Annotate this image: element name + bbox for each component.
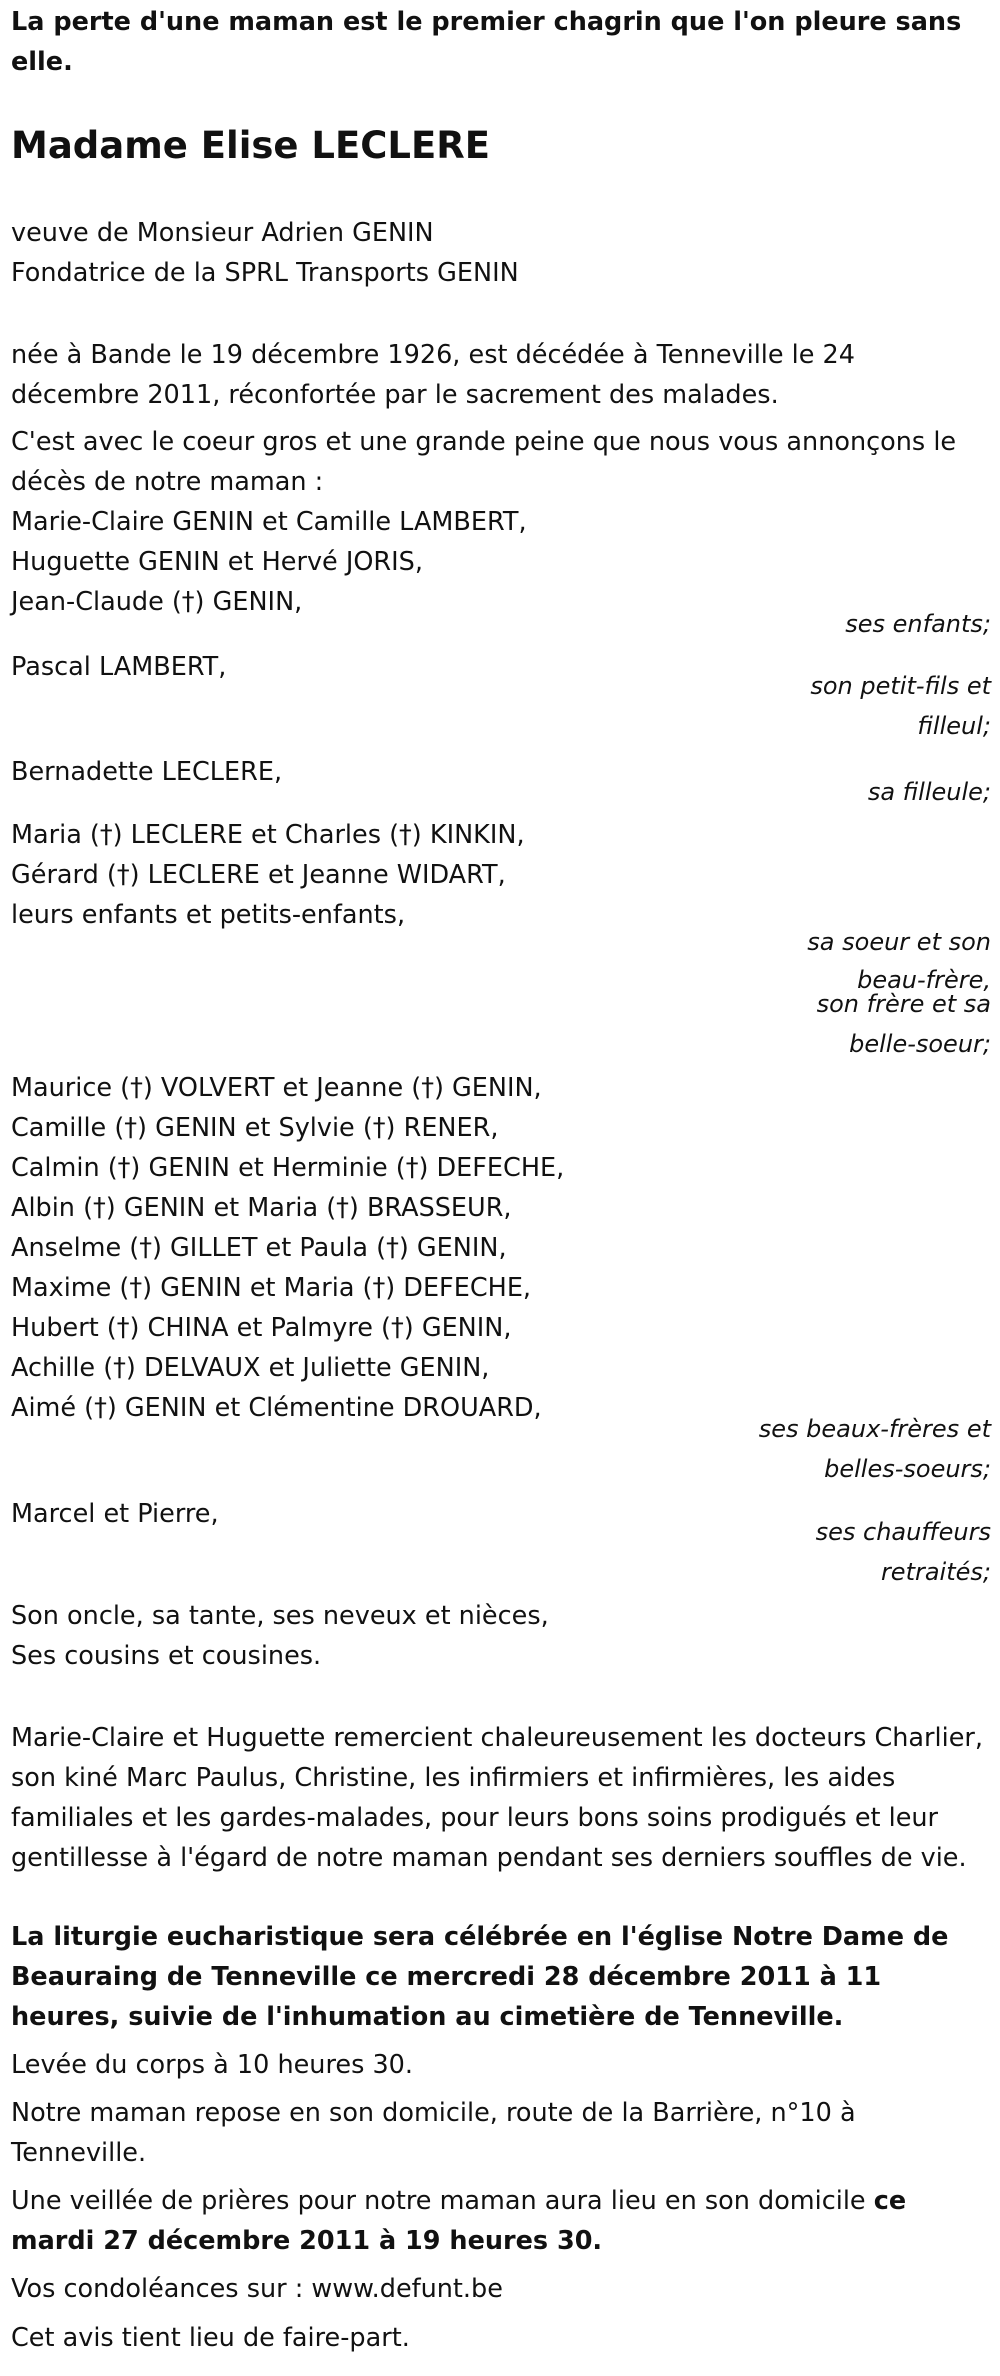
relation-role: belle-soeur; xyxy=(849,1030,991,1058)
announcement-text: C'est avec le coeur gros et une grande peine que nous vous annonçons le décès de notre maman : xyxy=(11,427,957,497)
levee-text: Levée du corps à 10 heures 30. xyxy=(11,2050,414,2080)
list-item: Marie-Claire GENIN et Camille LAMBERT, xyxy=(11,507,527,537)
inlaws-list xyxy=(11,1068,564,1428)
list-item: leurs enfants et petits-enfants, xyxy=(11,900,406,930)
relation-role: ses enfants; xyxy=(845,610,991,638)
deceased-name: Madame Elise LECLERE xyxy=(11,124,491,167)
list-item: Hubert (†) CHINA et Palmyre (†) GENIN, xyxy=(11,1313,512,1343)
relation-role: ses beaux-frères et xyxy=(758,1415,991,1443)
titles-block xyxy=(11,213,519,293)
thanks-paragraph: Marie-Claire et Huguette remercient chaleureusement les docteurs Charlier, son kiné Marc Paulus, Christine, les infirmiers et infirmières, les aides familiales et les gardes-malades, pour leurs bons soins prodigués et leur gentillesse à l'égard de notre maman pendant ses derniers souffles de vie. xyxy=(11,1723,983,1873)
liturgy-paragraph: La liturgie eucharistique sera célébrée en l'église Notre Dame de Beauraing de Tenneville ce mercredi 28 décembre 2011 à 11 heures, suivie de l'inhumation au cimetière de Tenneville. xyxy=(11,1922,949,2032)
vigil-text xyxy=(11,2181,991,2261)
closing-text: Cet avis tient lieu de faire-part. xyxy=(11,2323,410,2353)
title-line: veuve de Monsieur Adrien GENIN xyxy=(11,218,434,248)
condolences-text: Vos condoléances sur : www.defunt.be xyxy=(11,2274,503,2304)
list-item: Camille (†) GENIN et Sylvie (†) RENER, xyxy=(11,1113,499,1143)
list-item: Achille (†) DELVAUX et Juliette GENIN, xyxy=(11,1353,490,1383)
list-item: Calmin (†) GENIN et Herminie (†) DEFECHE, xyxy=(11,1153,565,1183)
goddaughter-name: Bernadette LECLERE, xyxy=(11,757,283,787)
relation-role: filleul; xyxy=(917,712,991,740)
list-item: Son oncle, sa tante, ses neveux et nièces, xyxy=(11,1601,549,1631)
title-line: Fondatrice de la SPRL Transports GENIN xyxy=(11,258,519,288)
relation-role: sa soeur et son xyxy=(807,928,991,956)
list-item: Aimé (†) GENIN et Clémentine DROUARD, xyxy=(11,1393,542,1423)
relation-role: son frère et sa xyxy=(816,990,991,1018)
list-item: Maurice (†) VOLVERT et Jeanne (†) GENIN, xyxy=(11,1073,542,1103)
list-item: Ses cousins et cousines. xyxy=(11,1641,322,1671)
relation-role: son petit-fils et xyxy=(810,672,991,700)
extended-family xyxy=(11,1596,549,1676)
relation-role: retraités; xyxy=(880,1558,991,1586)
list-item: Albin (†) GENIN et Maria (†) BRASSEUR, xyxy=(11,1193,512,1223)
drivers-names: Marcel et Pierre, xyxy=(11,1499,219,1529)
relation-role: ses chauffeurs xyxy=(815,1518,991,1546)
vigil-datetime: ce mardi 27 décembre 2011 à 19 heures 30. xyxy=(11,2186,907,2256)
list-item: Anselme (†) GILLET et Paula (†) GENIN, xyxy=(11,1233,507,1263)
relation-role: sa filleule; xyxy=(867,778,991,806)
list-item: Gérard (†) LECLERE et Jeanne WIDART, xyxy=(11,860,506,890)
opening-quote: La perte d'une maman est le premier chagrin que l'on pleure sans elle. xyxy=(11,7,962,77)
list-item: Jean-Claude (†) GENIN, xyxy=(11,587,303,617)
vigil-intro: Une veillée de prières pour notre maman aura lieu en son domicile xyxy=(11,2186,874,2216)
relation-role: belles-soeurs; xyxy=(824,1455,991,1483)
list-item: Maria (†) LECLERE et Charles (†) KINKIN, xyxy=(11,820,525,850)
list-item: Huguette GENIN et Hervé JORIS, xyxy=(11,547,423,577)
rest-location-text: Notre maman repose en son domicile, route de la Barrière, n°10 à Tenneville. xyxy=(11,2098,856,2168)
relation-role: beau-frère, xyxy=(857,966,991,994)
siblings-list xyxy=(11,815,525,935)
grandson-name: Pascal LAMBERT, xyxy=(11,652,227,682)
list-item: Maxime (†) GENIN et Maria (†) DEFECHE, xyxy=(11,1273,532,1303)
birth-death-text: née à Bande le 19 décembre 1926, est décédée à Tenneville le 24 décembre 2011, réconfortée par le sacrement des malades. xyxy=(11,340,855,410)
